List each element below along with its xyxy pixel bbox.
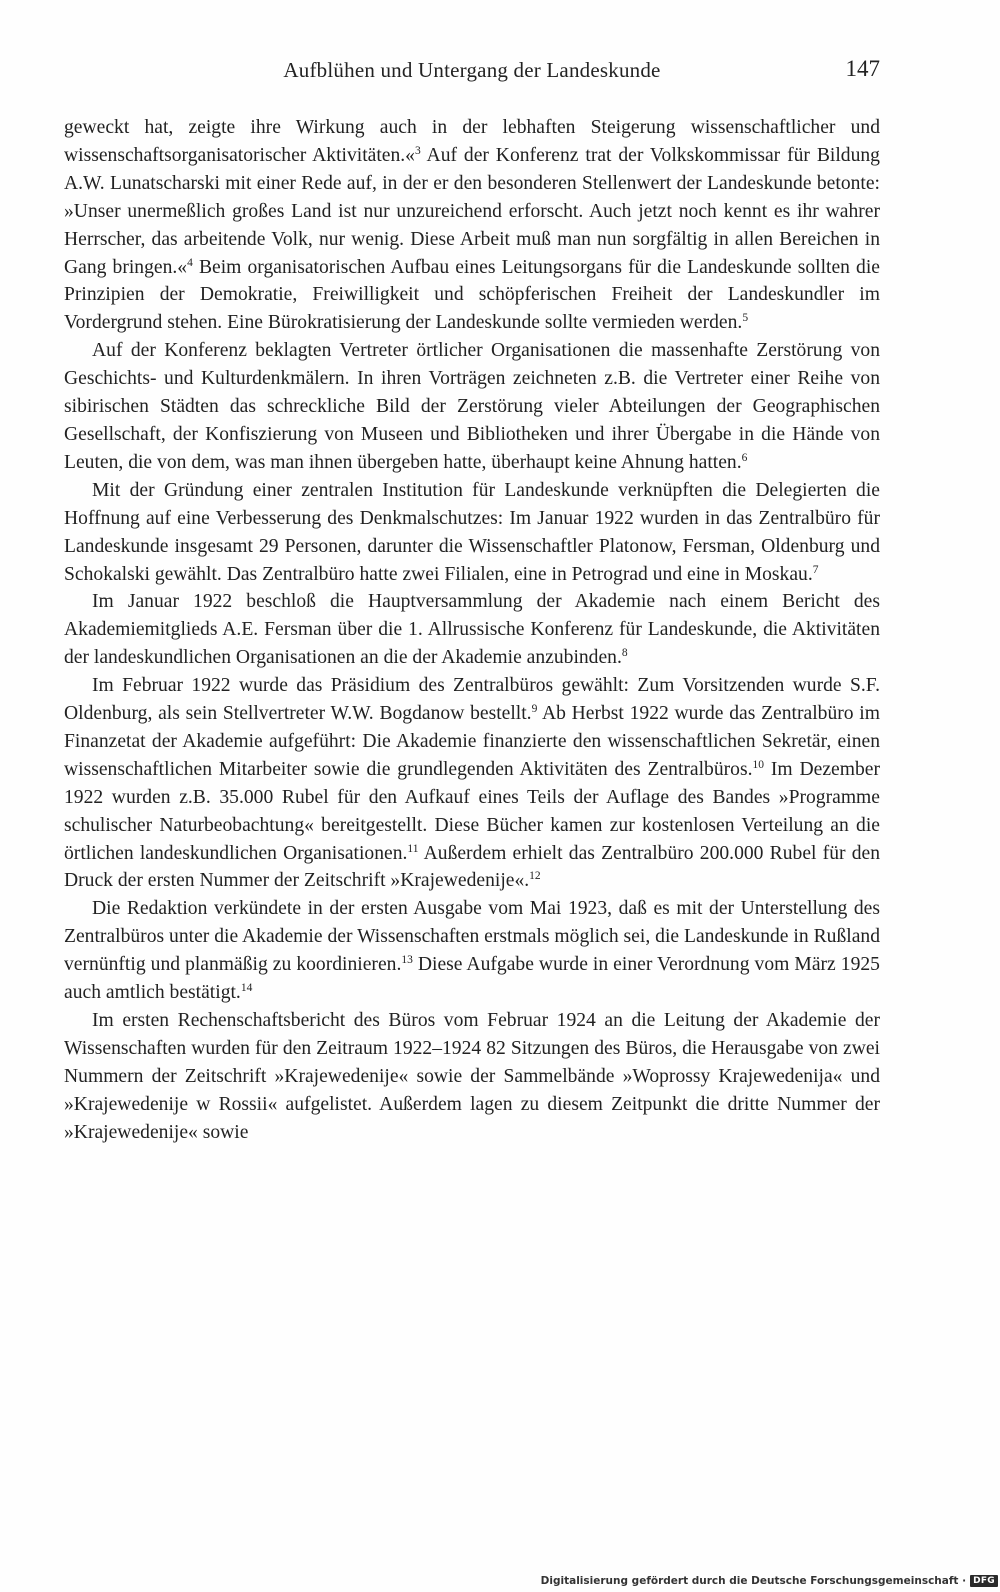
paragraph-text: Mit der Gründung einer zentralen Institution für Landeskunde verknüpften die Delegierten die Hoffnung auf eine Verbesserung des Denkmalschutzes: Im Januar 1922 wurden in das Zentralbüro für Landeskunde insgesamt 29 Personen, darunter die Wissenschaftler Platonow, Fersman, Oldenburg und Schokalski gewählt. Das Zentralbüro hatte zwei Filialen, eine in Petrograd und eine in Moskau. <box>64 479 880 585</box>
paragraph-text: geweckt hat, zeigte ihre Wirkung auch in der lebhaften Steigerung wissenschaftlicher und wissenschaftsorganisatorischer Aktivitäten.« <box>64 117 880 166</box>
paragraph-text: Auf der Konferenz trat der Volkskommissar für Bildung A.W. Lunatscharski mit einer Rede auf, in der er den besonderen Stellenwert der Landeskunde betonte: »Unser unermeßlich großes Land ist nur unzureichend erforscht. Auch jetzt noch kennt es ihr wahrer Herrscher, das arbeitende Volk, nur wenig. Diese Arbeit muß man nun sorgfältig in allen Bereichen in Gang bringen.« <box>64 144 880 278</box>
paragraph <box>64 895 880 1007</box>
footnote-marker: 12 <box>529 870 541 883</box>
footnote-marker: 11 <box>407 842 419 855</box>
footnote-marker: 9 <box>531 703 538 716</box>
paragraph-text: Im Dezember 1922 wurden z.B. 35.000 Rubel für den Aufkauf eines Teils der Auflage des Bandes »Programme schulischer Naturbeobachtung« bereitgestellt. Diese Bücher kamen zur kostenlosen Verteilung an die örtlichen landeskundlichen Organisationen. <box>64 758 881 864</box>
footnote-marker: 6 <box>741 451 748 464</box>
paragraph-text: Außerdem erhielt das Zentralbüro 200.000 Rubel für den Druck der ersten Nummer der Zeitschrift »Krajewedenije«. <box>64 842 881 892</box>
footnote-marker: 3 <box>414 144 421 157</box>
paragraph <box>64 114 880 337</box>
paragraph-text: Im Februar 1922 wurde das Präsidium des Zentralbüros gewählt: Zum Vorsitzenden wurde S.F. Oldenburg, als sein Stellvertreter W.W. Bogdanow bestellt. <box>64 675 880 725</box>
footnote-marker: 13 <box>401 954 413 967</box>
paragraph-text: Auf der Konferenz beklagten Vertreter örtlicher Organisationen die massenhafte Zerstörung von Geschichts- und Kulturdenkmälern. In ihren Vorträgen zeichneten z.B. die Vertreter einer Reihe von sibirischen Städten das schreckliche Bild der Zerstörung vieler Abteilungen der Geographischen Gesellschaft, der Konfiszierung von Museen und Bibliotheken und ihrer Übergabe in die Hände von Leuten, die von dem, was man ihnen übergeben hatte, überhaupt keine Ahnung hatten. <box>64 340 880 473</box>
paragraph <box>64 1007 880 1147</box>
paragraph <box>64 672 880 895</box>
footnote-marker: 7 <box>812 563 819 576</box>
footnote-marker: 4 <box>187 256 193 269</box>
paragraph-text: Ab Herbst 1922 wurde das Zentralbüro im Finanzetat der Akademie aufgeführt: Die Akademie finanzierte den wissenschaftlichen Sekretär, einen wissenschaftlichen Mitarbeiter sowie die grundlegenden Aktivitäten des Zentralbüros. <box>64 703 880 780</box>
paragraph <box>64 477 880 589</box>
body-text <box>64 114 880 1147</box>
footer-credit-text: Digitalisierung gefördert durch die Deutsche Forschungsgemeinschaft · <box>540 1575 967 1587</box>
paragraph-text: Die Redaktion verkündete in der ersten Ausgabe vom Mai 1923, daß es mit der Unterstellung des Zentralbüros unter die Akademie der Wissenschaften erstmals möglich sei, die Landeskunde in Rußland vernünftig und planmäßig zu koordinieren. <box>64 898 880 976</box>
footnote-marker: 10 <box>752 758 764 771</box>
paragraph-text: Im Januar 1922 beschloß die Hauptversammlung der Akademie nach einem Bericht des Akademiemitglieds A.E. Fersman über die 1. Allrussische Konferenz für Landeskunde, die Aktivitäten der landeskundlichen Organisationen an die der Akademie anzubinden. <box>64 591 880 669</box>
running-title: Aufblühen und Untergang der Landeskunde <box>283 58 661 82</box>
paragraph-text: Im ersten Rechenschaftsbericht des Büros vom Februar 1924 an die Leitung der Akademie der Wissenschaften wurden für den Zeitraum 1922–1924 82 Sitzungen des Büros, die Herausgabe von zwei Nummern der Zeitschrift »Krajewedenije« sowie der Sammelbände »Woprossy Krajewedenija« und »Krajewedenije w Rossii« aufgelistet. Außerdem lagen zu diesem Zeitpunkt die dritte Nummer der »Krajewedenije« sowie <box>64 1010 880 1143</box>
digitization-credit <box>541 1570 1000 1592</box>
footnote-marker: 8 <box>621 647 628 660</box>
footnote-marker: 5 <box>742 312 749 325</box>
page-number: 147 <box>845 56 880 81</box>
running-head <box>64 58 880 88</box>
paragraph <box>64 588 880 672</box>
paragraph-text: Beim organisatorischen Aufbau eines Leitungsorgans für die Landeskunde sollten die Prinzipien der Demokratie, Freiwilligkeit und schöpferischen Freiheit der Landeskundler im Vordergrund stehen. Eine Bürokratisierung der Landeskunde sollte vermieden werden. <box>64 256 880 334</box>
dfg-logo: DFG <box>970 1575 998 1587</box>
paragraph <box>64 337 880 477</box>
footnote-marker: 14 <box>240 982 253 995</box>
paragraph-text: Diese Aufgabe wurde in einer Verordnung vom März 1925 auch amtlich bestätigt. <box>64 954 880 1004</box>
